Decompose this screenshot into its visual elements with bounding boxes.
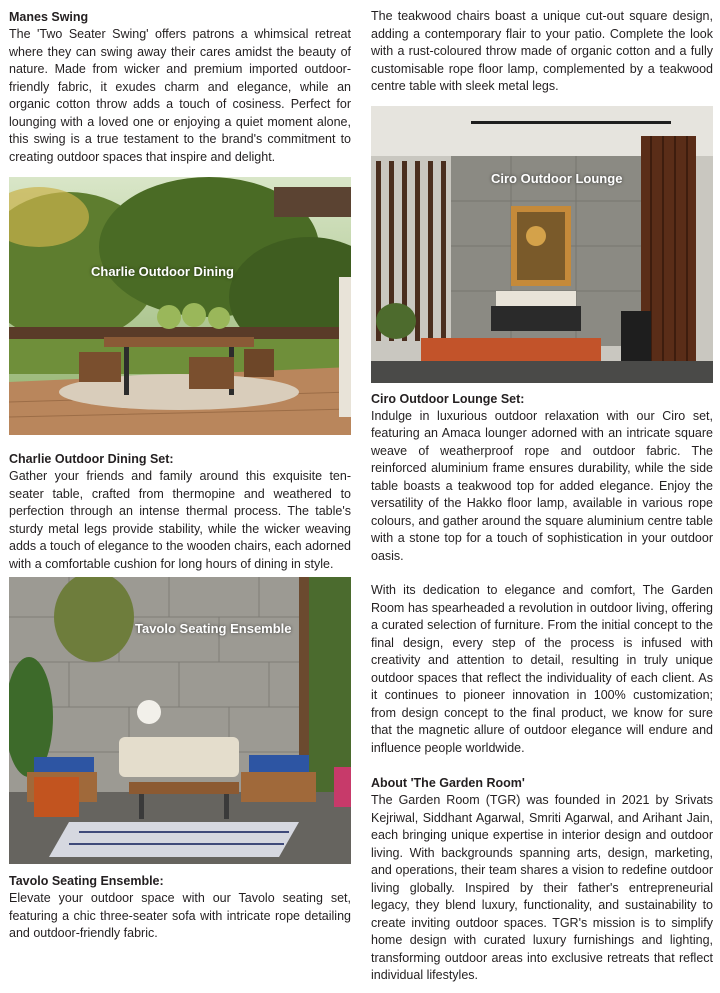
charlie-photo xyxy=(9,177,351,435)
ciro-lounge-illustration xyxy=(371,106,713,383)
manes-heading: Manes Swing xyxy=(9,10,89,24)
tavolo-body: Elevate your outdoor space with our Tavolo seating set, featuring a chic three-seater sofa with intricate rope detailing and outdoor-friendly fabric. xyxy=(9,891,351,940)
manes-body: The 'Two Seater Swing' offers patrons a whimsical retreat where they can swing away their cares amidst the beauty of nature. Made from wicker and premium imported outdoor-friendly fabric, it exudes charm and elegance, while an organic cotton throw adds a touch of cosiness. Perfect for lounging with a loved one or enjoying a quiet moment alone, this swing is a true testament to the brand's commitment to creating outdoor spaces that inspire and delight. xyxy=(9,27,351,164)
about-heading: About 'The Garden Room' xyxy=(371,776,525,790)
charlie-heading: Charlie Outdoor Dining Set: xyxy=(9,452,174,466)
ciro-photo xyxy=(371,106,713,383)
spacer xyxy=(371,757,713,774)
dedication-body: With its dedication to elegance and comfort, The Garden Room has spearheaded a revolution in outdoor living, offering a curated selection of furniture. From the initial concept to the final design, every step of the process is infused with creativity and attention to detail, resulting in truly unique outdoor spaces that reflect the individuality of each client. As it continues to pioneer innovation in 100% customization; from design concept to the final product, we know for sure that the magnetic allure of outdoor elegance will endure and influence people worldwide. xyxy=(371,583,713,755)
tavolo-photo-caption: Tavolo Seating Ensemble xyxy=(135,621,292,636)
charlie-dining-illustration xyxy=(9,177,351,435)
about-body: The Garden Room (TGR) was founded in 2021 by Srivats Kejriwal, Siddhant Agarwal, Smriti Agarwal, and Arihant Jain, each bringing unique expertise in interior design and outdoor living. With backgrounds spanning arts, design, marketing, and operations, their team shares a vision to redefine outdoor living globally. Inspired by their father's entrepreneurial legacy, they blend luxury, functionality, and sustainability to create inviting outdoor spaces. TGR's mission is to simplify home design with curated luxury furnishings and lighting, transforming outdoor areas into exclusive retreats that reflect individual lifestyles. xyxy=(371,793,713,982)
tavolo-heading: Tavolo Seating Ensemble: xyxy=(9,874,164,888)
right-column xyxy=(371,8,713,985)
ciro-body: Indulge in luxurious outdoor relaxation with our Ciro set, featuring an Amaca lounger adorned with an intricate square weave of weatherproof rope and outdoor fabric. The reinforced aluminium frame ensures durability, while the side table boasts a teakwood top for added elegance. Enjoy the versatility of the Hakko floor lamp, available in various rope colours, and gather around the square aluminium centre table with a stone top for a touch of sophistication in your outdoor oasis. xyxy=(371,408,713,563)
left-column xyxy=(9,8,351,943)
spacer xyxy=(371,565,713,582)
charlie-photo-caption: Charlie Outdoor Dining xyxy=(91,264,234,279)
charlie-body: Gather your friends and family around this exquisite ten-seater table, crafted from thermopine and weathered to perfection through an intense thermal process. The table's sturdy metal legs provide stability, while the wicker weaving adds a touch of elegance to the wooden chairs, each adorned with a comfortable cushion for long hours of dining in style. xyxy=(9,469,351,571)
spacer xyxy=(9,435,351,450)
teakwood-body: The teakwood chairs boast a unique cut-out square design, adding a contemporary flair to your patio. Complete the look with a rust-coloured throw made of organic cotton and a fully customisable rope floor lamp, complemented by a teakwood centre table with sleek metal legs. xyxy=(371,9,713,93)
ciro-photo-caption: Ciro Outdoor Lounge xyxy=(491,170,623,186)
ciro-heading: Ciro Outdoor Lounge Set: xyxy=(371,391,525,406)
spacer xyxy=(9,864,351,872)
spacer xyxy=(371,383,713,390)
tavolo-photo xyxy=(9,577,351,864)
